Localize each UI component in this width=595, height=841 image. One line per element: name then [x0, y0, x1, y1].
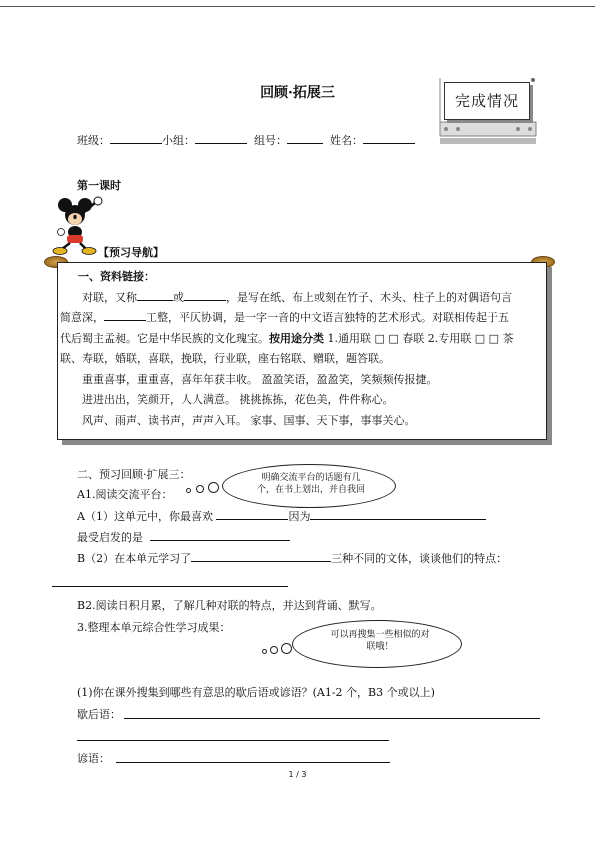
section1-heading: 一、资料链接：	[78, 270, 155, 283]
page-title: 回顾·拓展三	[260, 85, 335, 101]
group-label: 小组：	[162, 134, 195, 147]
group-field[interactable]	[195, 132, 247, 144]
top-rule	[0, 6, 595, 7]
student-info-row	[77, 132, 415, 148]
hint-cloud-1-text: 明确交流平台的话题有几个，在书上划出，并自我回	[256, 473, 365, 495]
page-number: 1 / 3	[288, 770, 307, 779]
thought-bubble-icon	[208, 482, 219, 493]
couplet-line: 风声、雨声、读书声，声声入耳。 家事、国事、天下事，事事关心。	[82, 413, 416, 427]
name-label: 姓名：	[330, 134, 363, 147]
answer-line[interactable]	[52, 586, 288, 587]
question-2: B（2）在本单元学习了 三种不同的文体，谈谈他们的特点：	[77, 552, 508, 565]
xiehouyu-line-2[interactable]	[77, 740, 389, 741]
couplet-line: 进进出出，笑颜开，人人满意。 挑挑拣拣，花色美，件件称心。	[82, 393, 394, 406]
section2-heading: 二、预习回顾·扩展三：	[77, 468, 191, 481]
question-1-inspired: 最受启发的是	[77, 529, 290, 545]
blank-couplet-name2[interactable]	[184, 289, 226, 301]
section1-para3: 代后蜀主孟昶。它是中华民族的文化瑰宝。按用途分类 1.通用联 □ □ 春联 2.专用联 □ □ 茶	[60, 331, 514, 345]
blank-reason[interactable]	[310, 508, 486, 520]
group-no-field[interactable]	[287, 132, 323, 144]
badge-box	[444, 82, 530, 120]
blank-couplet-name1[interactable]	[137, 289, 173, 301]
section1-para1: 对联，又称 或 ，是写在纸、布上或刻在竹子、木头、柱子上的对偶语句言	[82, 290, 512, 304]
section1-para4: 联、寿联，婚联，喜联，挽联，行业联，座右铭联、赠联，题答联。	[60, 352, 390, 365]
hint-cloud-2-text: 可以再搜集一些相似的对联哦！	[330, 630, 430, 652]
class-label: 班级：	[77, 134, 110, 147]
class-field[interactable]	[110, 132, 162, 144]
proverb-label: 谚语：	[77, 752, 110, 765]
name-field[interactable]	[363, 132, 415, 144]
lesson-heading: 第一课时	[77, 179, 121, 192]
a1-label: A1.阅读交流平台：	[77, 488, 173, 501]
scroll-body	[60, 267, 546, 431]
blank-favorite[interactable]	[216, 508, 288, 520]
thought-bubble-icon	[281, 643, 292, 654]
section1-para2: 简意深， 工整，平仄协调，是一字一音的中文语言独特的艺术形式。对联相传起于五	[60, 311, 509, 324]
reference-scroll	[57, 262, 547, 440]
thought-bubble-icon	[262, 649, 267, 654]
blank-genres[interactable]	[191, 550, 331, 562]
couplet-line: 重重喜事，重重喜，喜年年获丰收。 盈盈笑语，盈盈笑，笑频频传报捷。	[82, 372, 438, 386]
completion-badge	[438, 76, 538, 148]
xiehouyu-label: 歇后语：	[77, 708, 121, 721]
b3-item: 3.整理本单元综合性学习成果：	[77, 621, 231, 634]
preview-heading: 【预习导航】	[98, 246, 164, 259]
blank-couplet-feature[interactable]	[104, 309, 146, 321]
thought-bubble-icon	[196, 485, 204, 493]
thought-bubble-icon	[186, 488, 191, 493]
question-3: (1)你在课外搜集到哪些有意思的歇后语或谚语？(A1-2 个，B3 个或以上)	[77, 686, 435, 699]
question-1: A（1）这单元中，你最喜欢 因为	[77, 508, 486, 524]
group-no-label: 组号：	[254, 134, 287, 147]
proverb-line[interactable]	[116, 762, 390, 763]
thought-bubble-icon	[270, 646, 278, 654]
badge-label: 完成情况	[454, 92, 519, 110]
xiehouyu-line[interactable]	[124, 718, 540, 719]
blank-inspired[interactable]	[150, 529, 290, 541]
b2-item: B2.阅读日积月累，了解几种对联的特点，并达到背诵、默写。	[77, 599, 382, 612]
